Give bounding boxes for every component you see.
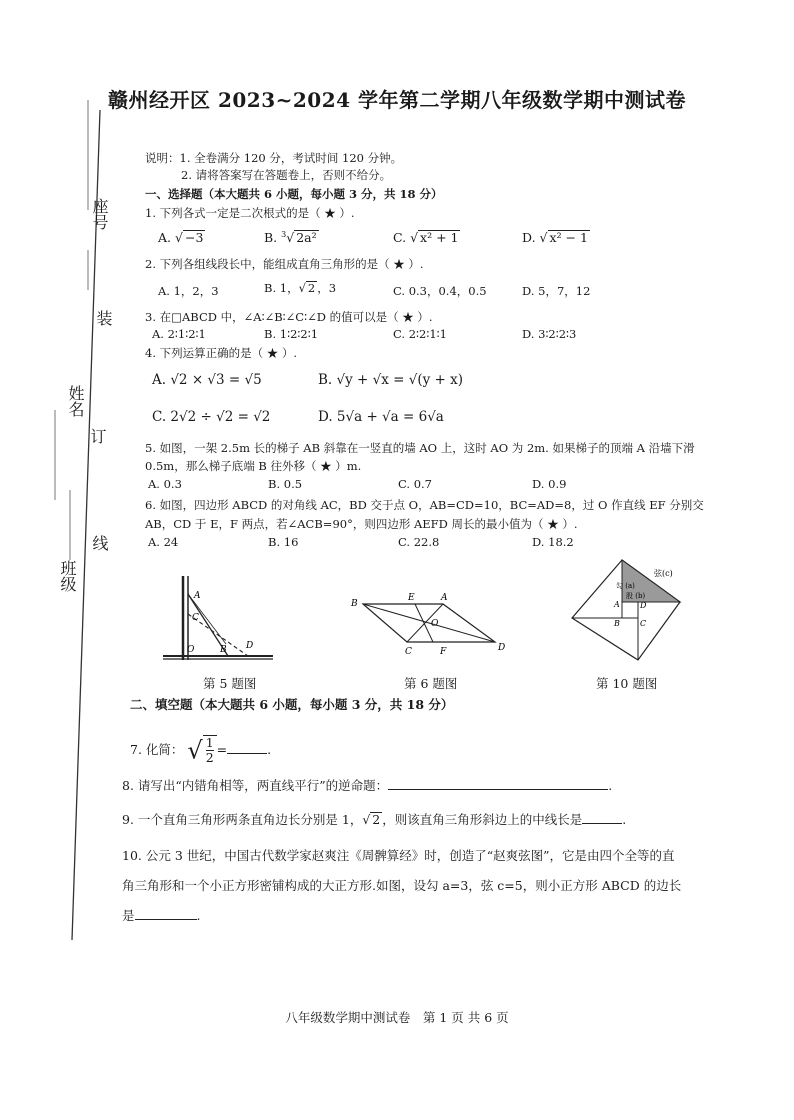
q10-answer-blank <box>135 919 197 920</box>
q4-option-c: C. 2√2 ÷ √2 = √2 <box>152 409 271 425</box>
q6-option-d: D. 18.2 <box>532 535 574 549</box>
q2-stem: 2. 下列各组线段长中，能组成直角三角形的是（ ★ ）. <box>145 257 424 271</box>
q4-option-d: D. 5√a + √a = 6√a <box>318 409 444 425</box>
seat-label: 座号 <box>90 198 109 230</box>
q3-option-a: A. 2∶1∶2∶1 <box>152 327 206 341</box>
q10-line-3-text: 是 <box>122 908 135 923</box>
section2-heading: 二、填空题（本大题共 6 小题，每小题 3 分，共 18 分） <box>130 697 454 712</box>
q3-option-b: B. 1∶2∶2∶1 <box>264 327 319 341</box>
q6-option-b: B. 16 <box>268 535 299 549</box>
q9-suffix: ，则该直角三角形斜边上的中线长是 <box>382 812 583 827</box>
q1-option-a: A. √ −3 <box>158 230 204 245</box>
q1-stem: 1. 下列各式一定是二次根式的是（ ★ ）. <box>145 206 355 220</box>
q5-stem-2: 0.5m，那么梯子底端 B 往外移（ ★ ）m. <box>145 459 362 473</box>
q6-option-a: A. 24 <box>148 535 179 549</box>
notes <box>145 150 402 166</box>
binding-xian: 线 <box>90 535 109 551</box>
q6-option-c: C. 22.8 <box>398 535 440 549</box>
q2-option-b: B. 1，√ 2 ，3 <box>264 281 337 295</box>
q5-option-a: A. 0.3 <box>148 477 182 491</box>
q7-answer-blank <box>227 753 267 754</box>
fig6-label-o: O <box>431 619 439 629</box>
page-footer: 八年级数学期中测试卷 第 1 页 共 6 页 <box>285 1010 509 1025</box>
q2-option-c: C. 0.3，0.4，0.5 <box>393 284 487 298</box>
q9: 9. 一个直角三角形两条直角边长分别是 1，√ 2 ，则该直角三角形斜边上的中线长是 . <box>122 812 627 827</box>
page-title: 赣州经开区 2023~2024 学年第二学期八年级数学期中测试卷 <box>107 88 686 112</box>
q5-option-d: D. 0.9 <box>532 477 567 491</box>
figure-6-parallelogram <box>345 590 515 660</box>
q5-option-c: C. 0.7 <box>398 477 432 491</box>
notes-line-2: 2. 请将答案写在答题卷上，否则不给分。 <box>181 168 392 182</box>
q1-option-c: C. √ x² + 1 <box>393 230 459 245</box>
class-label: 班级 <box>58 560 77 592</box>
fig10-label-gu: 股 (b) <box>626 592 646 600</box>
section1-heading: 一、选择题（本大题共 6 小题，每小题 3 分，共 18 分） <box>145 187 443 201</box>
q10-line-3: 是 . <box>122 908 201 923</box>
q7-suffix: = <box>216 741 228 757</box>
binding-ding: 订 <box>88 428 107 444</box>
fig10-label-b: B <box>614 619 620 628</box>
binding-zhuang: 装 <box>94 310 113 326</box>
figure-5-ladder <box>158 568 288 668</box>
q3-stem: 3. 在□ABCD 中，∠A∶∠B∶∠C∶∠D 的值可以是（ ★ ）. <box>145 310 433 324</box>
fig6-label-c: C <box>405 647 412 657</box>
q1-option-d: D. √ x² − 1 <box>522 230 588 245</box>
q10-line-1: 10. 公元 3 世纪，中国古代数学家赵爽注《周髀算经》时，创造了“赵爽弦图”，它是由四个全等的直 <box>122 848 675 863</box>
q2-option-a: A. 1，2，3 <box>158 284 219 298</box>
fig10-label-c: C <box>640 619 647 628</box>
q9-answer-blank <box>582 823 622 824</box>
q8: 8. 请写出“内错角相等，两直线平行”的逆命题： . <box>122 778 613 793</box>
q8-text: 8. 请写出“内错角相等，两直线平行”的逆命题： <box>122 778 389 793</box>
q7-prefix: 7. 化简： <box>130 741 184 757</box>
fig5-label-c: C <box>192 613 199 623</box>
fig10-label-a: A <box>614 600 620 609</box>
fig5-label-b: B <box>220 645 227 655</box>
fig6-label-d: D <box>498 643 506 653</box>
fig6-label-b: B <box>351 599 358 609</box>
fig5-label-o: O <box>187 645 195 655</box>
fig10-label-gou: 勾 (a) <box>616 582 635 590</box>
q7: 7. 化简： √ $\frac{1}{2}$ = . <box>130 735 272 766</box>
fig6-label-a: A <box>441 593 448 603</box>
q4-stem: 4. 下列运算正确的是（ ★ ）. <box>145 346 298 360</box>
q4-option-b: B. √y + √x = √(y + x) <box>318 372 464 388</box>
q9-radicand: 2 <box>372 812 381 827</box>
fig10-label-d: D <box>640 601 647 610</box>
q7-numerator: 1 <box>205 735 214 750</box>
fig5-caption: 第 5 题图 <box>203 676 257 691</box>
q6-stem-2: AB，CD 于 E，F 两点，若∠ACB=90°，则四边形 AEFD 周长的最小值为（ ★ ）. <box>145 517 578 531</box>
q7-denominator: 2 <box>205 750 214 766</box>
q9-prefix: 9. 一个直角三角形两条直角边长分别是 1， <box>122 812 363 827</box>
fig5-label-d: D <box>246 641 254 651</box>
q3-option-c: C. 2∶2∶1∶1 <box>393 327 447 341</box>
q1-option-b: B. $^3$√ 2a² <box>264 230 317 246</box>
q6-stem-1: 6. 如图，四边形 ABCD 的对角线 AC，BD 交于点 O，AB=CD=10，BC=AD=8，过 O 作直线 EF 分别交 <box>145 498 704 512</box>
q4-option-a: A. √2 × √3 = √5 <box>152 372 262 388</box>
q8-answer-blank <box>388 789 608 790</box>
q2-option-d: D. 5，7，12 <box>522 284 591 298</box>
fig6-label-f: F <box>440 647 447 657</box>
q3-option-d: D. 3∶2∶2∶3 <box>522 327 577 341</box>
q10-line-2: 角三角形和一个小正方形密铺构成的大正方形.如图，设勾 a=3，弦 c=5，则小正方形 ABCD 的边长 <box>122 878 682 893</box>
q5-option-b: B. 0.5 <box>268 477 303 491</box>
fig10-label-xian: 弦(c) <box>654 569 673 578</box>
name-label: 姓名 <box>66 385 85 417</box>
fig5-label-a: A <box>194 591 201 601</box>
figure-10-zhaoshuang <box>560 556 690 668</box>
fig6-label-e: E <box>408 593 415 603</box>
fig10-caption: 第 10 题图 <box>596 676 658 691</box>
fig6-caption: 第 6 题图 <box>404 676 458 691</box>
notes-line-1: 1. 全卷满分 120 分，考试时间 120 分钟。 <box>179 151 403 165</box>
notes-lead: 说明： <box>145 151 180 165</box>
q5-stem-1: 5. 如图，一架 2.5m 长的梯子 AB 斜靠在一竖直的墙 AO 上，这时 AO 为 2m. 如果梯子的顶端 A 沿墙下滑 <box>145 441 695 455</box>
